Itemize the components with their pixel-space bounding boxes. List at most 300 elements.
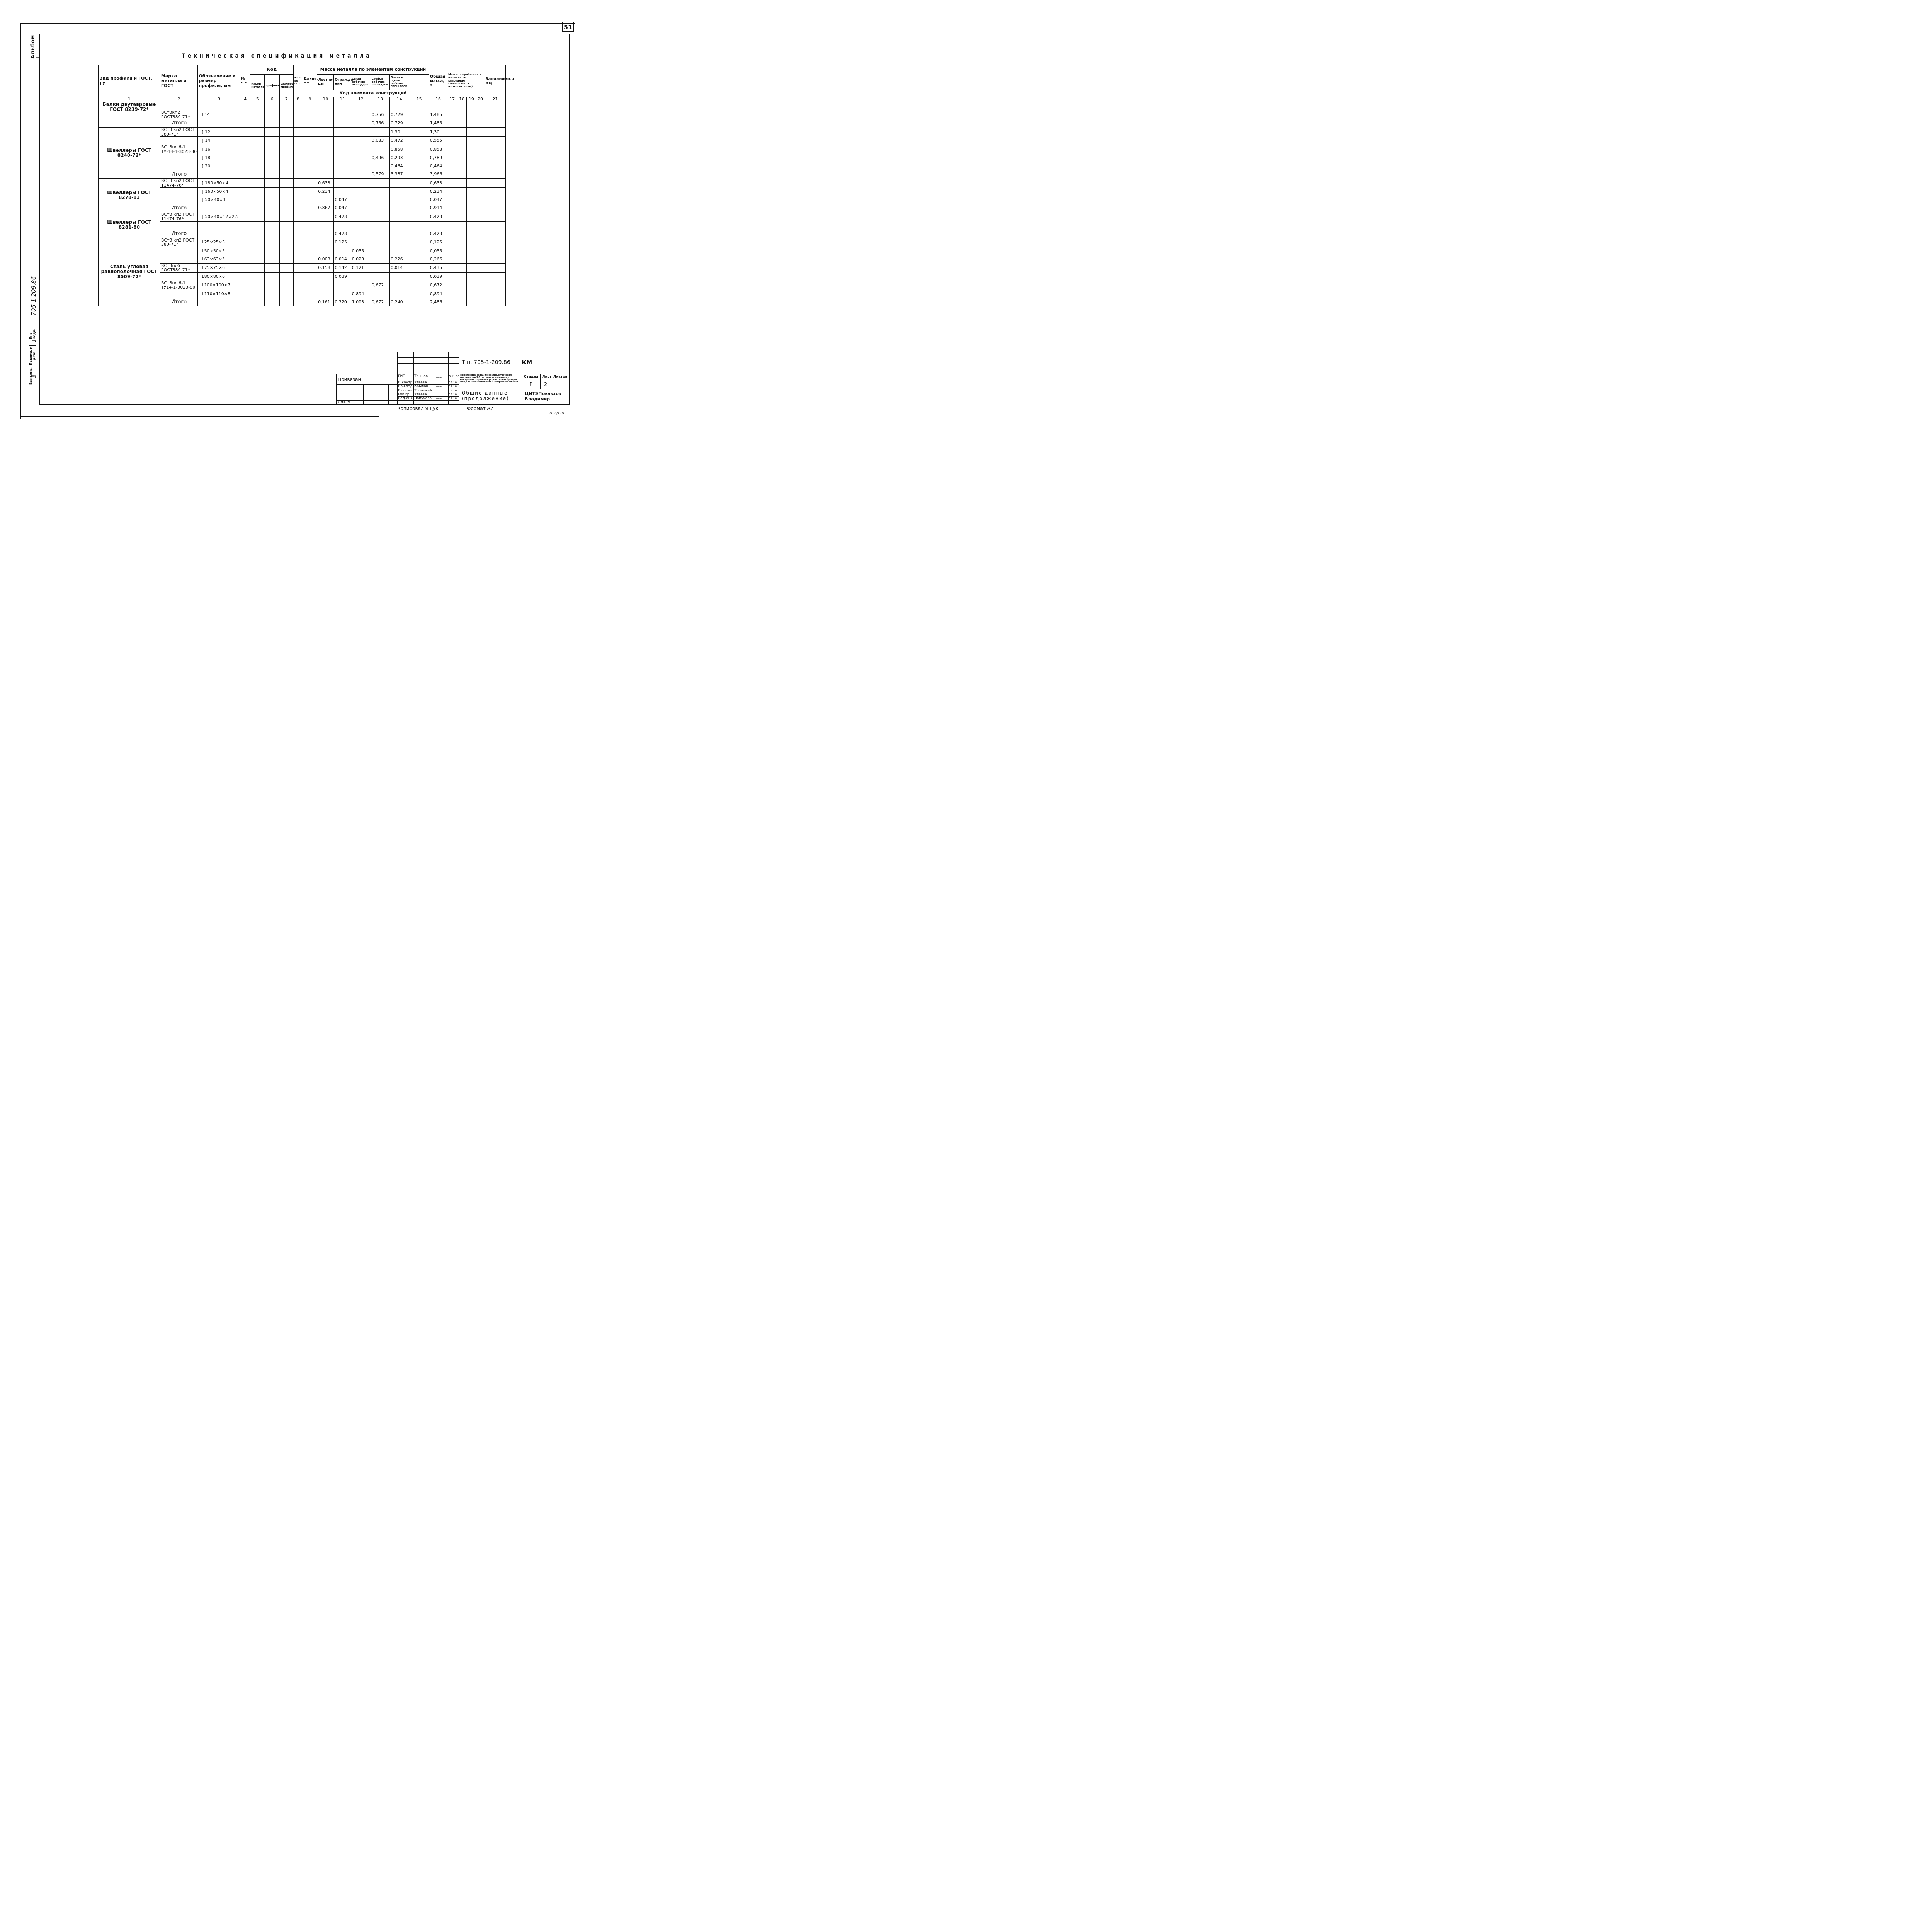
npp-cell (240, 162, 250, 170)
header-vid: Вид профиля и ГОСТ, ТУ (99, 65, 160, 97)
mass-cell: 0,423 (334, 230, 351, 238)
stamp-cell: Подпись и дата (29, 345, 36, 366)
mass-cell: 0,047 (334, 204, 351, 212)
quarter-cell (457, 281, 467, 290)
privyazan-label: Привязан (338, 377, 361, 382)
mass-cell (409, 154, 429, 162)
total-mass-cell: 0,789 (429, 154, 447, 162)
mass-cell (334, 137, 351, 145)
mass-cell (390, 281, 409, 290)
quarter-cell (467, 238, 476, 247)
total-mass-cell: 0,464 (429, 162, 447, 170)
mass-cell (371, 196, 389, 204)
mass-cell (409, 212, 429, 221)
col-num: 12 (351, 97, 371, 102)
npp-cell (240, 281, 250, 290)
mass-cell (317, 281, 334, 290)
mass-cell (351, 281, 371, 290)
quarter-cell (476, 230, 485, 238)
quarter-cell (457, 102, 467, 110)
col-num: 18 (457, 97, 467, 102)
qty-cell (293, 212, 303, 221)
mass-cell (351, 221, 371, 230)
total-mass-cell: 1,485 (429, 110, 447, 119)
code-cell (250, 204, 265, 212)
vc-cell (485, 247, 505, 255)
length-cell (303, 204, 317, 212)
col-num: 7 (279, 97, 293, 102)
mass-cell: 0,894 (351, 290, 371, 298)
mass-cell (409, 247, 429, 255)
qty-cell (293, 170, 303, 179)
code-cell (265, 188, 279, 196)
role: Гл.спец. (398, 389, 413, 393)
qty-cell (293, 119, 303, 128)
mass-cell (334, 170, 351, 179)
total-mass-cell: 0,423 (429, 230, 447, 238)
album-label: Альбом I (30, 34, 42, 59)
profile-size-cell: [ 180×50×4 (198, 179, 240, 188)
signature: ~~ (436, 376, 442, 380)
code-cell (279, 145, 293, 154)
steel-grade-cell: ВСт3пс 6-1 ТУ14-1-3023-80 (160, 281, 198, 290)
col-num: 6 (265, 97, 279, 102)
signature: ~~ (436, 397, 442, 401)
profile-group-cell: Швеллеры ГОСТ 8281-80 (99, 212, 160, 238)
qty-cell (293, 128, 303, 137)
mass-cell (390, 188, 409, 196)
mass-cell (334, 179, 351, 188)
quarter-cell (447, 238, 457, 247)
npp-cell (240, 212, 250, 221)
quarter-cell (476, 170, 485, 179)
code-cell (250, 154, 265, 162)
total-mass-cell: 0,266 (429, 255, 447, 263)
format-label: Формат А2 (467, 406, 493, 411)
mass-cell (409, 255, 429, 263)
header-oboznach: Обозначение и размер профиля, мм (198, 65, 240, 97)
npp-cell (240, 272, 250, 281)
length-cell (303, 188, 317, 196)
qty-cell (293, 196, 303, 204)
mass-cell: 0,756 (371, 110, 389, 119)
signature: ~~ (436, 389, 442, 393)
mass-cell (334, 119, 351, 128)
quarter-cell (457, 238, 467, 247)
code-cell (279, 119, 293, 128)
qty-cell (293, 221, 303, 230)
profile-size-cell: [ 50×40×3 (198, 196, 240, 204)
mass-cell (409, 272, 429, 281)
quarter-cell (476, 281, 485, 290)
quarter-cell (457, 290, 467, 298)
profile-size-cell: L80×80×6 (198, 272, 240, 281)
mass-cell (317, 196, 334, 204)
quarter-cell (457, 110, 467, 119)
col-num: 19 (467, 97, 476, 102)
quarter-cell (457, 255, 467, 263)
total-mass-cell (429, 221, 447, 230)
total-mass-cell: 1,30 (429, 128, 447, 137)
quarter-cell (467, 137, 476, 145)
quarter-cell (457, 119, 467, 128)
quarter-cell (467, 119, 476, 128)
steel-grade-cell (160, 247, 198, 255)
vc-cell (485, 137, 505, 145)
signature: ~~ (436, 381, 442, 385)
length-cell (303, 255, 317, 263)
total-mass-cell: 0,672 (429, 281, 447, 290)
npp-cell (240, 238, 250, 247)
mass-cell (390, 102, 409, 110)
quarter-cell (457, 221, 467, 230)
quarter-cell (457, 298, 467, 306)
sign-date: 17.10 (449, 381, 457, 384)
steel-grade-cell (160, 102, 198, 110)
code-cell (250, 170, 265, 179)
header-massa-group: Масса металла по элементам конструкций (317, 65, 429, 75)
mass-cell (409, 145, 429, 154)
col-num: 13 (371, 97, 389, 102)
stage-value: Р (529, 382, 532, 388)
mass-cell (371, 255, 389, 263)
quarter-cell (467, 110, 476, 119)
mass-cell (351, 230, 371, 238)
length-cell (303, 230, 317, 238)
mass-cell (409, 188, 429, 196)
mass-cell: 0,234 (317, 188, 334, 196)
total-mass-cell: 0,435 (429, 263, 447, 272)
mass-cell: 0,121 (351, 263, 371, 272)
qty-cell (293, 179, 303, 188)
header-npp: № п.п. (240, 65, 250, 97)
role: Н.контр. (398, 381, 414, 384)
vc-cell (485, 281, 505, 290)
quarter-cell (467, 247, 476, 255)
stamp-cell: Инв.№подл. (29, 325, 36, 345)
col-num: 11 (334, 97, 351, 102)
steel-grade-cell: Итого (160, 170, 198, 179)
mass-cell (371, 102, 389, 110)
length-cell (303, 298, 317, 306)
header-vc: Заполняется ВЦ (485, 65, 505, 97)
mass-cell (317, 137, 334, 145)
mass-cell (390, 238, 409, 247)
col-num: 17 (447, 97, 457, 102)
quarter-cell (457, 247, 467, 255)
vc-cell (485, 298, 505, 306)
profile-size-cell: L25×25×3 (198, 238, 240, 247)
steel-grade-cell: ВСт3 кп2 ГОСТ 380-71* (160, 238, 198, 247)
quarter-cell (457, 263, 467, 272)
total-mass-cell: 0,633 (429, 179, 447, 188)
col-num: 10 (317, 97, 334, 102)
mass-cell (390, 204, 409, 212)
mass-cell (409, 110, 429, 119)
quarter-cell (476, 110, 485, 119)
mass-cell (317, 102, 334, 110)
code-cell (265, 170, 279, 179)
profile-group-cell: Швеллеры ГОСТ 8278-83 (99, 179, 160, 212)
quarter-cell (467, 154, 476, 162)
length-cell (303, 145, 317, 154)
mass-cell: 0,161 (317, 298, 334, 306)
code-cell (279, 154, 293, 162)
mass-cell: 0,729 (390, 119, 409, 128)
length-cell (303, 247, 317, 255)
doc-mark: КМ (522, 359, 532, 366)
quarter-cell (447, 281, 457, 290)
vc-cell (485, 128, 505, 137)
length-cell (303, 162, 317, 170)
quarter-cell (476, 154, 485, 162)
code-cell (279, 230, 293, 238)
mass-cell (334, 247, 351, 255)
quarter-cell (447, 247, 457, 255)
length-cell (303, 263, 317, 272)
mass-cell: 0,158 (317, 263, 334, 272)
steel-grade-cell: ВСт3пс6 ГОСТ380-71* (160, 263, 198, 272)
person-name: Утаева (414, 381, 427, 384)
code-cell (250, 179, 265, 188)
quarter-cell (467, 170, 476, 179)
vc-cell (485, 110, 505, 119)
qty-cell (293, 154, 303, 162)
npp-cell (240, 154, 250, 162)
steel-grade-cell (160, 196, 198, 204)
vc-cell (485, 170, 505, 179)
inv-label: Инв.№ (338, 400, 351, 404)
sign-date: 17.10 (449, 393, 457, 396)
mass-cell: 0,472 (390, 137, 409, 145)
mass-cell (409, 179, 429, 188)
length-cell (303, 281, 317, 290)
steel-grade-cell (160, 137, 198, 145)
spec-body (99, 102, 506, 306)
total-mass-cell: 0,125 (429, 238, 447, 247)
quarter-cell (467, 298, 476, 306)
quarter-cell (457, 128, 467, 137)
code-cell (265, 238, 279, 247)
mass-cell (334, 188, 351, 196)
mass-cell (334, 145, 351, 154)
mass-cell (371, 212, 389, 221)
profile-size-cell (198, 119, 240, 128)
mass-cell (371, 247, 389, 255)
mass-cell (409, 162, 429, 170)
col-num: 2 (160, 97, 198, 102)
mass-cell (371, 290, 389, 298)
mass-cell (371, 204, 389, 212)
quarter-cell (457, 212, 467, 221)
mass-cell (409, 230, 429, 238)
mass-cell (317, 119, 334, 128)
vc-cell (485, 119, 505, 128)
qty-cell (293, 145, 303, 154)
quarter-cell (476, 196, 485, 204)
npp-cell (240, 102, 250, 110)
npp-cell (240, 119, 250, 128)
mass-cell (409, 119, 429, 128)
mass-cell: 0,014 (390, 263, 409, 272)
mass-cell (409, 221, 429, 230)
code-cell (250, 272, 265, 281)
profile-size-cell: [ 14 (198, 137, 240, 145)
quarter-cell (476, 272, 485, 281)
code-cell (250, 102, 265, 110)
quarter-cell (457, 230, 467, 238)
mass-cell: 0,729 (390, 110, 409, 119)
mass-cell: 3,387 (390, 170, 409, 179)
length-cell (303, 272, 317, 281)
total-mass-cell (429, 102, 447, 110)
code-cell (279, 196, 293, 204)
mass-cell (334, 154, 351, 162)
code-cell (265, 263, 279, 272)
profile-size-cell: [ 18 (198, 154, 240, 162)
mass-cell: 0,083 (371, 137, 389, 145)
side-doc-code: 705-1-209.86 (30, 276, 37, 316)
header-row-1 (99, 65, 506, 75)
code-cell (265, 128, 279, 137)
mass-cell (371, 272, 389, 281)
mass-cell (334, 290, 351, 298)
quarter-cell (447, 263, 457, 272)
code-cell (265, 281, 279, 290)
header-marka: Марка металла и ГОСТ (160, 65, 198, 97)
mass-cell: 0,423 (334, 212, 351, 221)
col-num: 4 (240, 97, 250, 102)
mass-cell (371, 145, 389, 154)
vc-cell (485, 154, 505, 162)
profile-size-cell (198, 102, 240, 110)
mass-cell: 0,055 (351, 247, 371, 255)
profile-size-cell: L100×100×7 (198, 281, 240, 290)
quarter-cell (447, 230, 457, 238)
profile-size-cell: [ 160×50×4 (198, 188, 240, 196)
code-cell (279, 281, 293, 290)
total-mass-cell: 0,047 (429, 196, 447, 204)
header-balki: Балки и щиты рабочих площадок (390, 75, 409, 90)
length-cell (303, 137, 317, 145)
mass-cell (334, 102, 351, 110)
mass-cell (317, 230, 334, 238)
quarter-cell (467, 196, 476, 204)
sign-date: 17.10 (449, 385, 457, 388)
col-num: 14 (390, 97, 409, 102)
mass-cell (409, 196, 429, 204)
code-cell (279, 179, 293, 188)
mass-cell (390, 247, 409, 255)
code-cell (279, 298, 293, 306)
code-cell (279, 204, 293, 212)
code-cell (279, 212, 293, 221)
quarter-cell (467, 204, 476, 212)
mass-cell (371, 162, 389, 170)
quarter-cell (457, 272, 467, 281)
mass-cell: 0,226 (390, 255, 409, 263)
quarter-cell (447, 290, 457, 298)
quarter-cell (476, 119, 485, 128)
code-cell (265, 145, 279, 154)
steel-grade-cell: ВСт3 кп2 ГОСТ 380-71* (160, 128, 198, 137)
code-cell (279, 137, 293, 145)
code-cell (250, 162, 265, 170)
quarter-cell (447, 162, 457, 170)
sign-date: 17.10 (449, 389, 457, 392)
code-cell (279, 188, 293, 196)
person-name: Крылов (414, 384, 428, 388)
col-num: 20 (476, 97, 485, 102)
qty-cell (293, 247, 303, 255)
vc-cell (485, 145, 505, 154)
npp-cell (240, 290, 250, 298)
total-mass-cell: 0,039 (429, 272, 447, 281)
steel-grade-cell: ВСт3пс 6-1 ТУ-14-1-3023-80 (160, 145, 198, 154)
total-mass-cell: 2,486 (429, 298, 447, 306)
code-cell (279, 128, 293, 137)
quarter-cell (476, 179, 485, 188)
person-name: Лопухова (414, 396, 432, 400)
quarter-cell (447, 204, 457, 212)
quarter-cell (476, 188, 485, 196)
quarter-cell (447, 212, 457, 221)
code-cell (265, 137, 279, 145)
vc-cell (485, 188, 505, 196)
qty-cell (293, 272, 303, 281)
profile-size-cell (198, 298, 240, 306)
mass-cell (371, 128, 389, 137)
stamp-cell: Взам.инв.№ (29, 366, 36, 386)
total-mass-cell: 0,858 (429, 145, 447, 154)
quarter-cell (476, 221, 485, 230)
profile-size-cell: I 14 (198, 110, 240, 119)
quarter-cell (467, 188, 476, 196)
quarter-cell (447, 170, 457, 179)
mass-cell (390, 230, 409, 238)
role: Нач.отд. (398, 384, 414, 388)
mass-cell (371, 230, 389, 238)
mass-cell (409, 128, 429, 137)
quarter-cell (467, 281, 476, 290)
steel-grade-cell (160, 255, 198, 263)
quarter-cell (457, 204, 467, 212)
length-cell (303, 128, 317, 137)
code-cell (265, 272, 279, 281)
code-cell (250, 145, 265, 154)
profile-size-cell (198, 170, 240, 179)
steel-grade-cell (160, 154, 198, 162)
qty-cell (293, 255, 303, 263)
quarter-cell (457, 162, 467, 170)
person-name: Утаева (414, 393, 427, 396)
quarter-cell (467, 230, 476, 238)
mass-cell (351, 119, 371, 128)
mass-cell: 0,047 (334, 196, 351, 204)
code-cell (279, 290, 293, 298)
mass-cell (317, 128, 334, 137)
mass-cell (409, 281, 429, 290)
total-mass-cell: 3,966 (429, 170, 447, 179)
header-empty-15 (409, 75, 429, 90)
code-cell (250, 230, 265, 238)
mass-cell: 0,672 (371, 281, 389, 290)
steel-grade-cell (160, 290, 198, 298)
code-cell (265, 196, 279, 204)
mass-cell (317, 154, 334, 162)
code-cell (265, 154, 279, 162)
code-cell (279, 247, 293, 255)
